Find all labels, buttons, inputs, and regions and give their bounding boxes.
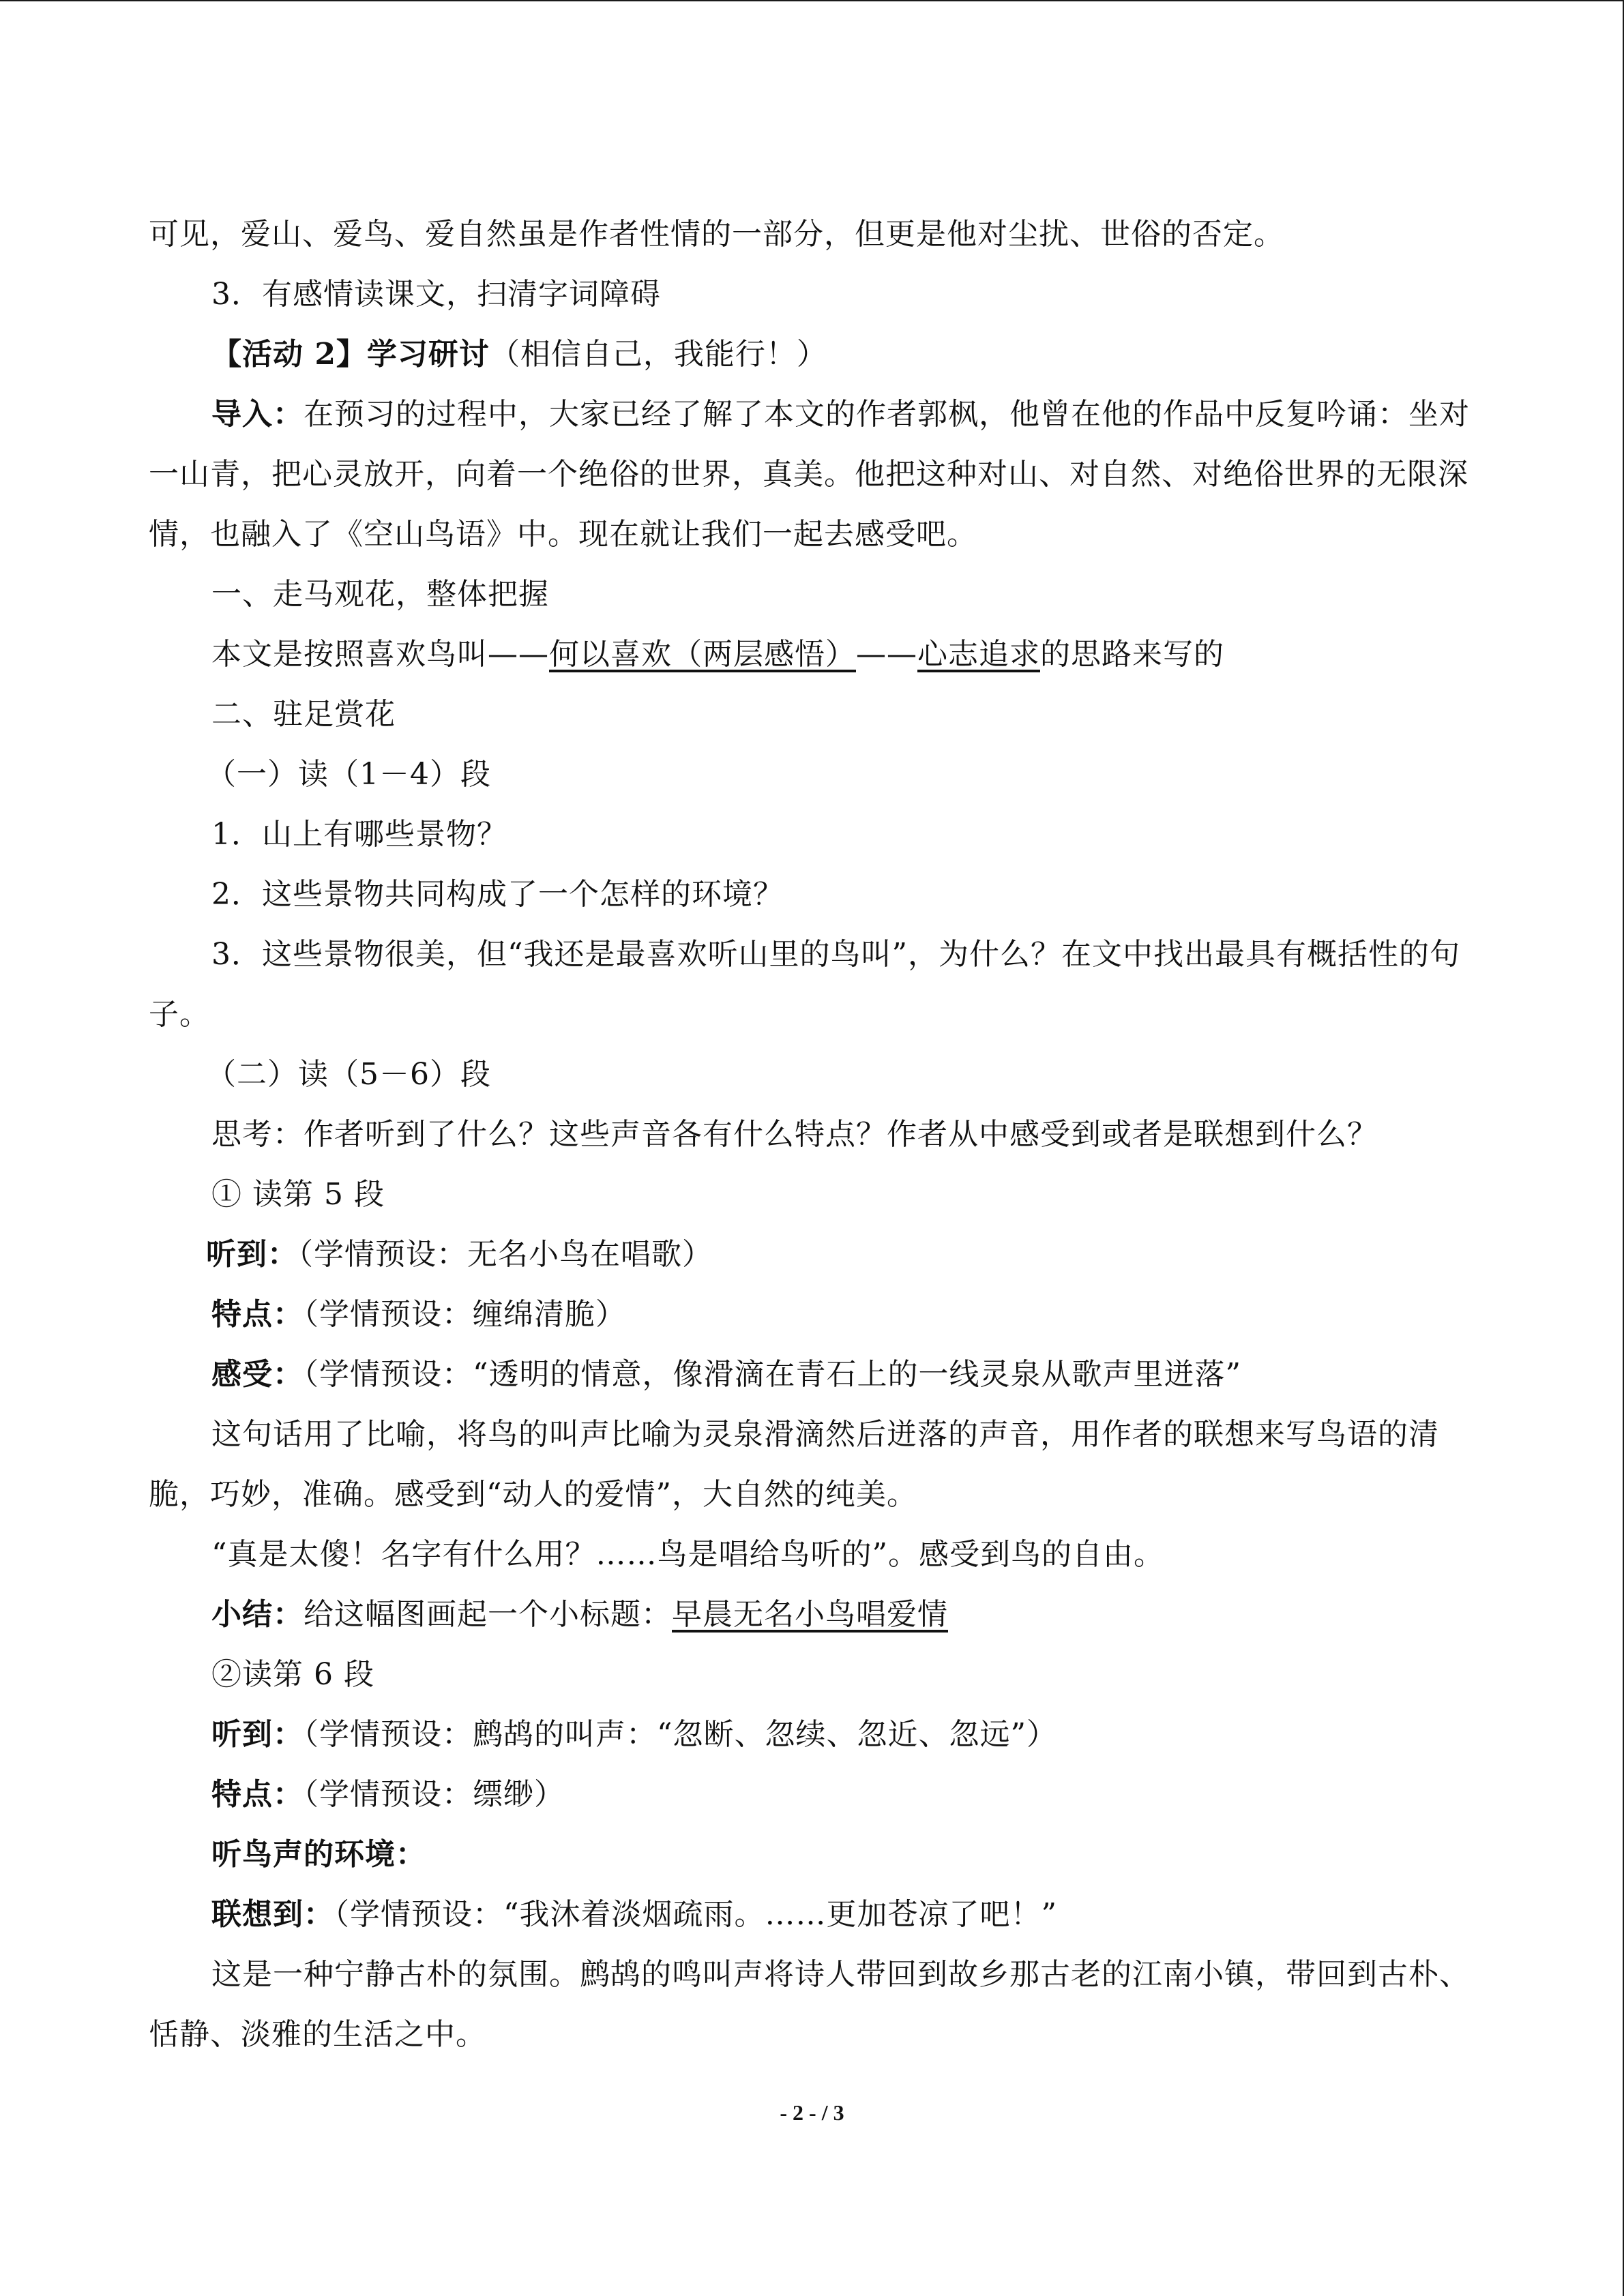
feature-text: （学情预设：缠绵清脆）	[304, 1297, 626, 1332]
feature-label: 特点：	[211, 1777, 304, 1812]
association-text: （学情预设：“我沐着淡烟疏雨。……更加苍凉了吧！”	[334, 1897, 1057, 1932]
closing-paragraph: 这是一种宁静古朴的氛围。鹧鸪的鸣叫声将诗人带回到故乡那古老的江南小镇，带回到古朴、恬静、淡雅的生活之中。	[149, 1957, 1470, 2052]
heard-label: 听到：	[211, 1717, 304, 1752]
environment-line	[149, 1825, 1486, 1885]
association-label: 联想到：	[211, 1897, 334, 1932]
subsection-heading: （二）读（5－6）段	[206, 1057, 491, 1092]
heard-line	[149, 1225, 1486, 1285]
paragraph-line: 3．有感情读课文，扫清字词障碍	[211, 277, 661, 312]
heard-text: （学情预设：鹧鸪的叫声：“忽断、忽续、忽近、忽远”）	[304, 1717, 1057, 1752]
summary-label: 小结：	[211, 1597, 304, 1632]
heard-label: 听到：	[206, 1237, 298, 1272]
environment-label: 听鸟声的环境：	[211, 1837, 426, 1872]
feeling-text: （学情预设：“透明的情意，像滑滴在青石上的一线灵泉从歌声里迸落”	[304, 1357, 1241, 1392]
reading-step: ②读第 6 段	[211, 1657, 374, 1692]
structure-underline-2: 心志追求	[917, 637, 1040, 672]
structure-underline-1: 何以喜欢（两层感悟）	[549, 637, 856, 672]
document-body	[149, 205, 1486, 2065]
heard-line	[149, 1705, 1486, 1765]
feature-line	[149, 1285, 1486, 1345]
summary-text: 给这幅图画起一个小标题：	[304, 1597, 672, 1632]
intro-text: 在预习的过程中，大家已经了解了本文的作者郭枫，他曾在他的作品中反复吟诵：坐对一山青，把心灵放开，向着一个绝俗的世界，真美。他把这种对山、对自然、对绝俗世界的无限深情，也融入了《空山鸟语》中。现在就让我们一起去感受吧。	[149, 397, 1470, 552]
paragraph-line: 可见，爱山、爱鸟、爱自然虽是作者性情的一部分，但更是他对尘扰、世俗的否定。	[149, 217, 1284, 252]
activity-heading	[149, 325, 1486, 385]
question-line: 3．这些景物很美，但“我还是最喜欢听山里的鸟叫”，为什么？在文中找出最具有概括性的句子。	[149, 937, 1460, 1032]
structure-text-b: ——	[856, 637, 917, 672]
feeling-line	[149, 1345, 1486, 1405]
feature-text: （学情预设：缥缈）	[304, 1777, 565, 1812]
intro-paragraph	[149, 385, 1486, 565]
feeling-label: 感受：	[211, 1357, 304, 1392]
feature-label: 特点：	[211, 1297, 304, 1332]
thinking-line: 思考：作者听到了什么？这些声音各有什么特点？作者从中感受到或者是联想到什么？	[211, 1117, 1378, 1152]
feature-line	[149, 1765, 1486, 1825]
reading-step: ① 读第 5 段	[211, 1177, 385, 1212]
page-number: - 2 - / 3	[780, 2100, 844, 2125]
activity-note: （相信自己，我能行！）	[489, 337, 827, 372]
section-heading: 二、驻足赏花	[211, 697, 396, 732]
section-heading: 一、走马观花，整体把握	[211, 577, 549, 612]
activity-label: 【活动 2】学习研讨	[211, 337, 490, 372]
structure-text-a: 本文是按照喜欢鸟叫——	[211, 637, 549, 672]
quote-line: “真是太傻！名字有什么用？……鸟是唱给鸟听的”。感受到鸟的自由。	[211, 1537, 1164, 1572]
summary-title: 早晨无名小鸟唱爱情	[672, 1597, 948, 1632]
subsection-heading: （一）读（1－4）段	[206, 757, 491, 792]
question-line: 1．山上有哪些景物？	[211, 817, 507, 852]
page-top-border	[0, 0, 1624, 1]
summary-line	[149, 1585, 1486, 1645]
analysis-paragraph: 这句话用了比喻，将鸟的叫声比喻为灵泉滑滴然后迸落的声音，用作者的联想来写鸟语的清脆，巧妙，准确。感受到“动人的爱情”，大自然的纯美。	[149, 1417, 1439, 1512]
structure-text-c: 的思路来写的	[1040, 637, 1224, 672]
association-line	[149, 1885, 1486, 1945]
structure-line	[149, 625, 1486, 685]
heard-text: （学情预设：无名小鸟在唱歌）	[298, 1237, 713, 1272]
intro-label: 导入：	[211, 397, 304, 432]
question-line: 2．这些景物共同构成了一个怎样的环境？	[211, 877, 784, 912]
